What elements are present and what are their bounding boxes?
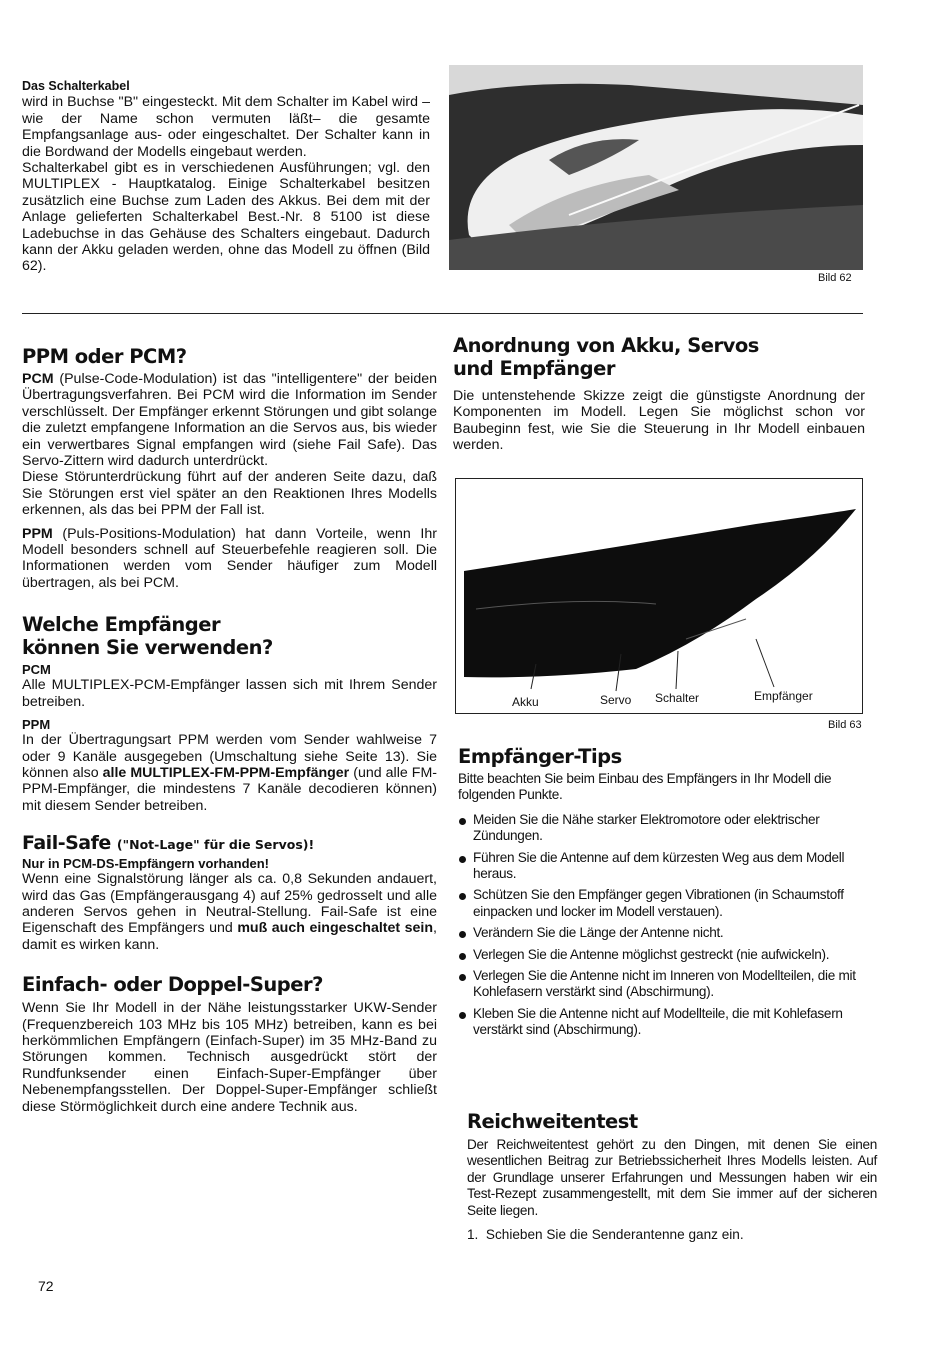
failsafe-text-2: , damit es wirken kann.	[22, 920, 437, 953]
arrangement-heading-line2: und Empfänger	[453, 357, 615, 380]
list-item: Schützen Sie den Empfänger gegen Vibrationen (in Schaumstoff einpacken und locker im Modell verstauen).	[458, 887, 866, 920]
bild-62-caption: Bild 62	[818, 272, 852, 284]
range-section	[467, 1110, 877, 1243]
label-servo: Servo	[600, 693, 632, 707]
arrangement-heading	[453, 334, 865, 380]
receivers-ppm-bold: alle MULTIPLEX-FM-PPM-Empfänger	[102, 764, 350, 781]
ppm-pcm-heading: PPM oder PCM?	[22, 345, 187, 368]
range-step-number: 1.	[467, 1227, 479, 1243]
failsafe-text	[22, 871, 437, 953]
failsafe-note: ("Not-Lage" für die Servos)!	[116, 837, 315, 853]
arrangement-text: Die untenstehende Skizze zeigt die günstigste Anordnung der Komponenten im Modell. Legen Sie möglichst schon vor Baubeginn fest, wie Sie die Steuerung in Ihr Modell einbauen werden.	[453, 388, 865, 454]
pcm-description: (Pulse-Code-Modulation) ist das "intelligentere" der beiden Übertragungsverfahren. Bei PCM wird die Information im Sender verschlüsselt. Der Empfänger erkennt Störungen und gibt solange die zuletzt empfangene Information an die Servos aus, bis wieder ein verwertbares Signal empfangen wird (siehe Fail Safe). Das Servo-Zittern wird dadurch unterdrückt. Diese Störunterdrückung führt auf der anderen Seite dazu, daß Sie Störungen erst viel später an den Reaktionen Ihres Modells erkennen, als das bei PPM der Fall ist.	[22, 371, 437, 519]
range-step-text: Schieben Sie die Senderantenne ganz ein.	[485, 1227, 744, 1243]
super-heading: Einfach- oder Doppel-Super?	[22, 973, 323, 997]
list-item: Verlegen Sie die Antenne möglichst gestreckt (nie aufwickeln).	[458, 947, 866, 963]
range-step-1	[467, 1227, 877, 1243]
ppm-description: (Puls-Positions-Modulation) hat dann Vorteile, wenn Ihr Modell besonders schnell auf Steuerbefehle reagieren soll. Die Informationen werden vom Sender häufiger zum Modell übertragen, als bei PCM.	[22, 525, 437, 591]
list-item: Verlegen Sie die Antenne nicht im Inneren von Modellteilen, die mit Kohlefasern verstärkt sind (Abschirmung).	[458, 968, 866, 1001]
page-number: 72	[38, 1278, 54, 1294]
left-column	[22, 345, 437, 1115]
super-text: Wenn Sie Ihr Modell in der Nähe leistungsstarker UKW-Sender (Frequenzbereich 103 MHz bis 105 MHz) betreiben, kann es bei herkömmlichen Empfängern (Einfach-Super) im 35 MHz-Band zu Störungen kommen. Technisch ausgedrückt stört der Rundfunksender einen Einfach-Super-Empfänger über Nebenempfangsstellen. Der Doppel-Super-Empfänger schließt diese Störmöglichkeit durch eine andere Technik aus.	[22, 1000, 437, 1115]
list-item: Verändern Sie die Länge der Antenne nicht.	[458, 925, 866, 941]
list-item: Meiden Sie die Nähe starker Elektromotore oder elektrischer Zündungen.	[458, 812, 866, 845]
arrangement-heading-line1: Anordnung von Akku, Servos	[453, 334, 759, 357]
receivers-ppm-text	[22, 732, 437, 814]
right-column	[453, 334, 865, 454]
receivers-pcm-label: PCM	[22, 662, 51, 678]
range-text: Der Reichweitentest gehört zu den Dingen, mit denen Sie einen wesentlichen Beitrag zur Betriebssicherheit Ihres Modells leisten. Auf der Grundlage unserer Erfahrungen und Messungen haben wir ein Test-Rezept zusammengestellt, mit dem Sie immer auf der sicheren Seite liegen.	[467, 1137, 877, 1218]
failsafe-title: Fail-Safe	[22, 832, 111, 855]
tips-section	[458, 745, 868, 1044]
switch-cable-heading: Das Schalterkabel	[22, 79, 130, 93]
ppm-term: PPM	[22, 525, 53, 542]
range-heading: Reichweitentest	[467, 1110, 638, 1133]
receivers-heading: Welche Empfänger können Sie verwenden?	[22, 613, 273, 660]
failsafe-text-1: Wenn eine Signalstörung länger als ca. 0,8 Sekunden andauert, wird das Gas (Empfängerausgang 4) auf 25% gedrosselt und alle anderen Servos gehen in Neutral-Stellung. Fail-Safe ist eine Eigenschaft des Empfängers und	[22, 871, 437, 937]
failsafe-bold: muß auch eingeschaltet sein	[237, 920, 434, 937]
label-akku: Akku	[512, 695, 539, 709]
section-divider	[22, 313, 863, 314]
photo-bild-62	[449, 65, 863, 270]
list-item: Kleben Sie die Antenne nicht auf Modellteile, die mit Kohlefasern verstärkt sind (Abschirmung).	[458, 1006, 866, 1039]
failsafe-subheading: Nur in PCM-DS-Empfängern vorhanden!	[22, 856, 270, 872]
bild-63-caption: Bild 63	[828, 719, 862, 731]
tips-intro: Bitte beachten Sie beim Einbau des Empfängers in Ihr Modell die folgenden Punkte.	[458, 771, 832, 803]
tips-list	[458, 812, 866, 1039]
failsafe-heading	[22, 832, 437, 854]
label-empfaenger: Empfänger	[754, 689, 813, 703]
ppm-paragraph	[22, 526, 437, 592]
model-layout-diagram	[456, 479, 862, 713]
pcm-term: PCM	[22, 371, 54, 387]
switch-cable-section	[22, 78, 430, 275]
glider-photo-icon	[449, 65, 863, 270]
receivers-ppm-label: PPM	[22, 717, 51, 733]
receivers-pcm-text: Alle MULTIPLEX-PCM-Empfänger lassen sich mit Ihrem Sender betreiben.	[22, 677, 437, 710]
list-item: Führen Sie die Antenne auf dem kürzesten Weg aus dem Modell heraus.	[458, 850, 866, 883]
pcm-paragraph	[22, 371, 437, 519]
receivers-ppm-text-2: (und alle FM-PPM-Empfänger, die mindestens 7 Kanäle decodieren können) mit diesem Sender betreiben.	[22, 764, 437, 814]
switch-cable-text: wird in Buchse "B" eingesteckt. Mit dem Schalter im Kabel wird –wie der Name schon vermuten läßt– die gesamte Empfangsanlage aus- oder eingeschaltet. Der Schalter kann in die Bordwand der Modells eingebaut werden. Schalterkabel gibt es in verschiedenen Ausführungen; vgl. den MULTIPLEX - Hauptkatalog. Einige Schalterkabel besitzen zusätzlich eine Buchse zum Laden des Akkus. Bei dem mit der Anlage gelieferten Schalterkabel Best.-Nr. 8 5100 ist diese Ladebuchse in das Gehäuse des Schalters eingebaut. Dadurch kann der Akku geladen werden, ohne das Modell zu öffnen (Bild 62).	[22, 94, 430, 275]
receivers-ppm-text-1: In der Übertragungsart PPM werden vom Sender wahlweise 7 oder 9 Kanäle ausgegeben (Umschaltung siehe Seite 13). Sie können also	[22, 732, 437, 781]
tips-heading: Empfänger-Tips	[458, 745, 622, 768]
diagram-bild-63	[455, 478, 863, 714]
label-schalter: Schalter	[655, 691, 700, 705]
